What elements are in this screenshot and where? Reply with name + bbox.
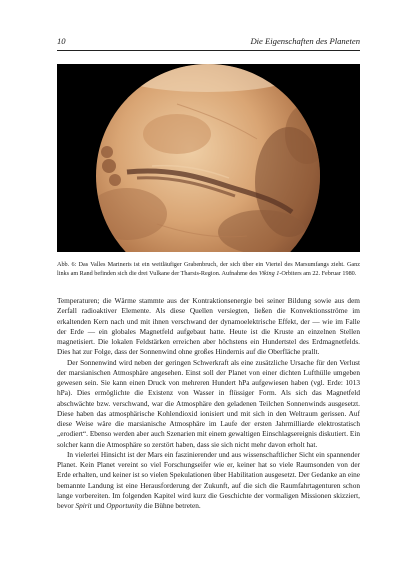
caption-spacecraft: Viking 1 (259, 269, 280, 277)
page-number: 10 (57, 36, 66, 46)
rover-name-opportunity: Opportunity (106, 501, 142, 510)
caption-text-end: -Orbiters am 22. Februar 1980. (279, 269, 357, 277)
mars-image (57, 64, 360, 252)
paragraph-text: In vielerlei Hinsicht ist der Mars ein faszinierender und aus wissenschaftlicher Sicht ein spannender Planet. Kein Planet vereint so viel Forschungseifer wie er, keiner hat so viele Raumsonden von der Erde erhalten, und keiner ist so vielen Spekulationen über Habilitation ausgesetzt. Der Gedanke an eine bemannte Landung ist eine Herausforderung der Zukunft, auf die sich die Raumfahrtagenturen schon lange vorbereiten. Im folgenden Kapitel wird kurz die Geschichte der vormaligen Missionen skizziert, bevor (57, 449, 360, 510)
rover-name-spirit: Spirit (75, 501, 92, 510)
paragraph: Der Sonnenwind wird neben der geringen Schwerkraft als eine zusätzliche Ursache für den Verlust der marsianischen Atmosphäre angesehen. Einst soll der Planet von einer dichten Lufthülle umgeben gewesen sein. Sie kann einen Druck von mehreren Hundert hPa aufgewiesen haben (vgl. Erde: 1013 hPa). Dies ermöglichte die Existenz von Wasser in flüssiger Form. Als sich das Magnetfeld abschwächte bzw. verschwand, war die Atmosphäre den geladenen Teilchen Sonnenwinds ausgesetzt. Diese haben das atmosphärische Kohlendioxid ionisiert und mit sich in den Weltraum gerissen. Auf diese Weise wäre die marsianische Atmosphäre im Laufe der ersten Jahrmilliarde elektrostatisch „erodiert“. Ebenso werden aber auch Szenarien mit einem gewaltigen Einschlagsereignis diskutiert. Ein solcher kann die Atmosphäre so zerstört haben, dass sie sich nicht mehr davon erholt hat. (57, 357, 360, 449)
caption-text: Abb. 6: Das Valles Marineris ist ein weitläufiger Grabenbruch, der sich über ein Viertel des Marsumfangs zieht. Ganz links am Rand befinden sich die drei Vulkane der Tharsis-Region. Aufnahme des (57, 261, 360, 277)
running-title: Die Eigenschaften des Planeten (250, 36, 360, 46)
paragraph: Temperaturen; die Wärme stammte aus der Kontraktionsenergie bei seiner Bildung sowie aus dem Zerfall radioaktiver Elemente. Als diese Quellen versiegten, ließen die Konvektionsströme im erkaltenden Kern nach und mit ihnen verschwand der dynamoelektrische Effekt, der — wie im Falle der Erde — ein globales Magnetfeld aufgebaut hatte. Heute ist die Kruste an einzelnen Stellen magnetisiert. Die lokalen Feldstärken erreichen aber höchstens ein Hundertstel des Erdmagnetfelds. Dies hat zur Folge, dass der Sonnenwind ohne großes Hindernis auf die Oberfläche prallt. (57, 296, 360, 357)
figure-caption (57, 261, 360, 278)
paragraph (57, 450, 360, 512)
paragraph-text: die Bühne betreten. (141, 501, 201, 510)
body-text (57, 296, 360, 511)
header-rule (57, 50, 360, 51)
paragraph-text: und (91, 501, 107, 510)
running-header (57, 36, 360, 50)
mars-globe-illustration (57, 64, 360, 252)
